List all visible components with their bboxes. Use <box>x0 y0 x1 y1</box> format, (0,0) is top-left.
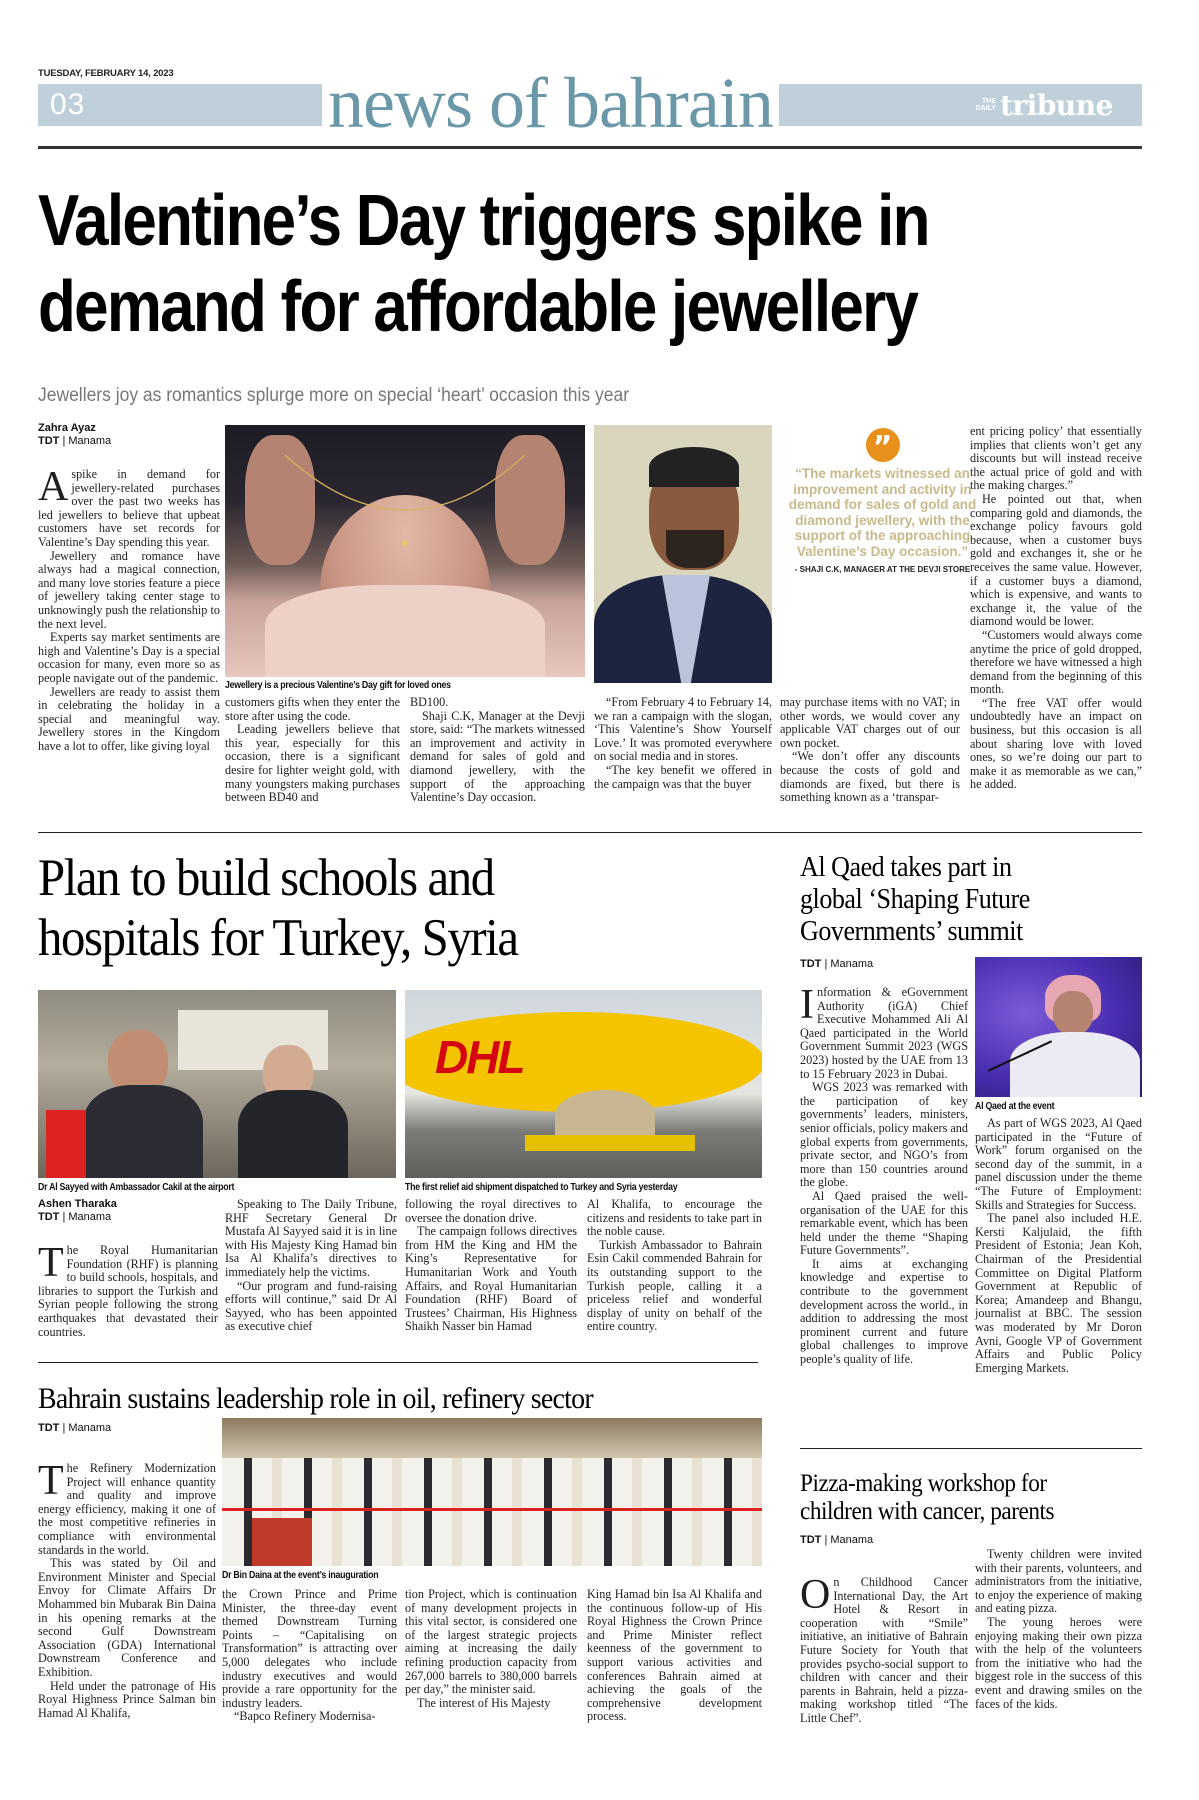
lead-col-1 <box>38 464 220 753</box>
paragraph: the Crown Prince and Prime Minister, the three-day event themed Downstream Turning Points – “Capitalising on Transformation” is attracting over 5,000 delegates who include industry executives and would provide a rare opportunity for the industry leaders. <box>222 1587 397 1710</box>
paragraph: Al Khalifa, to encourage the citizens and residents to take part in the noble cause. <box>587 1197 762 1239</box>
jewellery-photo <box>225 425 585 677</box>
refinery-col-1 <box>38 1458 216 1720</box>
paragraph: This was stated by Oil and Environment Minister and Special Envoy for Climate Affairs Dr Mohammed bin Mubarak Bin Daina in his opening remarks at the second Gulf Downstream Association (GDA) International Downstream Conference and Exhibition. <box>38 1556 216 1679</box>
lead-headline-line2: demand for affordable jewellery <box>38 267 918 347</box>
paragraph: BD100. <box>410 695 449 709</box>
paragraph: “Customers would always come anytime the price of gold dropped, therefore we have witnessed a high demand from the beginning of this month. <box>970 627 1142 697</box>
alqaed-headline <box>800 852 1030 948</box>
lead-col-4 <box>594 696 772 791</box>
paragraph: Turkish Ambassador to Bahrain Esin Cakil commended Bahrain for its outstanding support to the Turkish people, calling it a priceless relief and wonderful display of unity on behalf of the entire country. <box>587 1237 762 1334</box>
turkey-headline-line2: hospitals for Turkey, Syria <box>38 909 518 967</box>
location: Manama <box>830 1534 874 1546</box>
paragraph: “Bapco Refinery Modernisa- <box>234 1709 376 1724</box>
paragraph: Al Qaed praised the well-organisation of the UAE for this remarkable event, which has been held under the theme “Shaping Future Governments”. <box>800 1188 968 1258</box>
pull-quote <box>780 428 985 575</box>
outlet: TDT <box>800 1534 822 1546</box>
turkey-byline: Ashen Tharaka TDT | Manama <box>38 1198 117 1223</box>
dropcap: T <box>38 1240 64 1286</box>
ambassador-handshake-photo <box>38 990 396 1178</box>
turkey-col-3 <box>405 1198 577 1334</box>
outlet: TDT <box>38 1211 60 1223</box>
paragraph: He pointed out that, when comparing gold and diamonds, the exchange policy favours gold because, when a customer buys gold and exchanges it, she or he receives the same value. However, if a customer buys a diamond, which is expensive, and wants to exchange it, the value of the diamond would be lower. <box>970 491 1142 629</box>
alqaed-headline-line2: global ‘Shaping Future <box>800 884 1030 915</box>
lead-col-5 <box>780 696 960 805</box>
pizza-headline-line1: Pizza-making workshop for <box>800 1470 1047 1497</box>
refinery-col-2 <box>222 1588 397 1724</box>
section-divider <box>38 1362 758 1363</box>
turkey-col-1 <box>38 1240 218 1339</box>
refinery-col-4 <box>587 1588 762 1724</box>
photo-caption: Jewellery is a precious Valentine’s Day gift for loved ones <box>225 680 451 691</box>
lead-subheadline: Jewellers joy as romantics splurge more on special ‘heart’ occasion this year <box>38 385 630 406</box>
photo-caption: Dr Bin Daina at the event’s inauguration <box>222 1570 379 1581</box>
paragraph: following the royal directives to oversee the donation drive. <box>405 1197 577 1225</box>
dropcap: T <box>38 1458 64 1504</box>
refinery-ribbon-photo <box>222 1418 762 1566</box>
paragraph: King Hamad bin Isa Al Khalifa and the continuous follow-up of His Royal Highness the Crown Prince and Prime Minister reflect keenness of the government to support various activities and conferences Bahrain aimed at achieving the goals of the comprehensive development process. <box>587 1587 762 1724</box>
paragraph: “Our program and fund-raising efforts will continue,” said Dr Al Sayyed, who has been appointed as executive chief <box>225 1278 397 1334</box>
paragraph: “We don’t offer any discounts because the costs of gold and diamonds are fixed, but there is something known as a ‘transpar- <box>780 749 960 805</box>
quote-icon: ” <box>866 428 900 462</box>
issue-date: TUESDAY, FEBRUARY 14, 2023 <box>38 68 174 79</box>
paragraph: “The key benefit we offered in the campaign was that the buyer <box>594 762 772 791</box>
paragraph: he Refinery Modernization Project will enhance quantity and quality and improve energy efficiency, making it one of the most competitive refineries in compliance with environmental standards in the world. <box>38 1461 216 1557</box>
pizza-col-1 <box>800 1572 968 1726</box>
paragraph: customers gifts when they enter the store after using the code. <box>225 695 400 723</box>
paragraph: nformation & eGovernment Authority (iGA) Chief Executive Mohammed Ali Al Qaed participated in the World Government Summit 2023 (WGS 2023) hosted by the UAE from 13 to 15 February 2023 in Dubai. <box>800 985 968 1081</box>
paragraph: Held under the patronage of His Royal Highness Prince Salman bin Hamad Al Khalifa, <box>38 1678 216 1720</box>
outlet: TDT <box>38 435 60 447</box>
masthead-rule <box>38 146 1142 149</box>
lead-headline-line1: Valentine’s Day triggers spike in <box>38 181 929 261</box>
lead-col-2 <box>225 696 400 805</box>
paragraph: he Royal Humanitarian Foundation (RHF) is planning to build schools, hospitals, and libraries to support the Turkish and Syrian people following the strong earthquakes that devastated their countries. <box>38 1243 218 1339</box>
turkey-col-4 <box>587 1198 762 1334</box>
page-number: 03 <box>50 88 86 121</box>
pizza-headline <box>800 1470 1054 1526</box>
outlet: TDT <box>800 958 822 970</box>
pull-quote-text: “The markets witnessed an improvement and activity in demand for sales of gold and diamond jewellery, with the support of the approaching Valentine’s Day occasion.” <box>788 466 977 559</box>
alqaed-headline-line3: Governments’ summit <box>800 916 1023 947</box>
dropcap: O <box>800 1572 831 1618</box>
alqaed-headline-line1: Al Qaed takes part in <box>800 852 1012 883</box>
section-title: news of bahrain <box>322 64 779 142</box>
refinery-byline: TDT | Manama <box>38 1422 112 1434</box>
alqaed-byline: TDT | Manama <box>800 958 874 970</box>
paragraph: The young heroes were enjoying making their own pizza with the help of the volunteers from the initiative who had the biggest role in the success of this event and drawing smiles on the faces of the kids. <box>975 1614 1142 1711</box>
location: Manama <box>830 958 874 970</box>
paragraph: “The free VAT offer would undoubtedly have an impact on business, but this occasion is all about sharing love with loved ones, so we’re doing our part to make it as memorable as we can,” he added. <box>970 695 1142 792</box>
author-name: Zahra Ayaz <box>38 422 96 434</box>
pizza-headline-line2: children with cancer, parents <box>800 1498 1055 1525</box>
paragraph: tion Project, which is continuation of many development projects in this vital sector, is considered one of the largest strategic projects aiming at increasing the daily refining production capacity from 267,000 barrels to 380,000 barrels per day,” the minister said. <box>405 1587 577 1697</box>
refinery-col-3 <box>405 1588 577 1710</box>
location: Manama <box>68 1422 112 1434</box>
turkey-col-2 <box>225 1198 397 1334</box>
paragraph: Experts say market sentiments are high and Valentine’s Day is a special occasion for many, even more so as people navigate out of the pandemic. <box>38 630 220 685</box>
paragraph: The interest of His Majesty <box>417 1695 551 1710</box>
pizza-byline: TDT | Manama <box>800 1534 874 1546</box>
paragraph: may purchase items with no VAT; in other words, we would cover any applicable VAT charges out of our own pocket. <box>780 695 960 750</box>
paragraph: Jewellers are ready to assist them in celebrating the holiday in a special and meaningful way. Jewellery stores in the Kingdom have a lot to offer, like giving loyal <box>38 684 220 753</box>
pull-quote-attribution: - SHAJI C.K, MANAGER AT THE DEVJI STORE <box>794 565 971 574</box>
lead-headline <box>38 178 1001 350</box>
paragraph: Twenty children were invited with their parents, volunteers, and administrators from the initiative, to enjoy the experience of making and eating pizza. <box>975 1547 1142 1616</box>
paragraph: The panel also included H.E. Kersti Kaljulaid, the fifth President of Estonia; Jean Koh, Chairman of the Presidential Committee on Digital Platform Government at Republic of Korea; Amandeep and Bhangu, journalist at BBC. The session was moderated by Mr Doron Avni, Google VP of Government Affairs and Public Policy Emerging Markets. <box>975 1211 1142 1375</box>
lead-col-6 <box>970 425 1142 792</box>
paragraph: Speaking to The Daily Tribune, RHF Secretary General Dr Mustafa Al Sayyed said it is in line with His Majesty King Hamad bin Isa Al Khalifa’s directives to immediately help the victims. <box>225 1197 397 1279</box>
section-divider <box>800 1448 1142 1449</box>
paragraph: ent pricing policy’ that essentially implies that clients won’t get any discounts but will instead receive the actual price of gold and with the making charges.” <box>970 424 1142 493</box>
paragraph: Jewellery and romance have always had a magical connection, and many love stories feature a piece of jewellery taking center stage to unknowingly push the relationship to the next level. <box>38 548 220 631</box>
location: Manama <box>68 1211 112 1223</box>
alqaed-photo <box>975 957 1142 1097</box>
lead-col-3 <box>410 696 585 805</box>
paragraph: n Childhood Cancer International Day, the Art Hotel & Resort in cooperation with “Smile” initiative, an initiative of Bahrain Future Society for Youth that provides psycho-social support to children with cancer and their parents in Bahrain, held a pizza-making workshop titled “The Little Chef”. <box>800 1575 968 1725</box>
alqaed-col-1 <box>800 982 968 1367</box>
pizza-col-2 <box>975 1548 1142 1711</box>
turkey-headline <box>38 848 518 968</box>
paragraph: As part of WGS 2023, Al Qaed participated in the “Future of Work” forum organised on the second day of the summit, in a panel discussion under the theme “The Future of Employment: Skills and Strategies for Success. <box>975 1116 1142 1212</box>
refinery-headline: Bahrain sustains leadership role in oil, refinery sector <box>38 1382 593 1415</box>
section-divider <box>38 832 1142 833</box>
paragraph: WGS 2023 was remarked with the participation of key governments’ leaders, ministers, senior officials, policy makers and global experts from governments, private sector, and NGO’s from more than 150 countries around the globe. <box>800 1080 968 1190</box>
alqaed-col-2 <box>975 1117 1142 1375</box>
location: Manama <box>68 435 112 447</box>
paragraph: The campaign follows directives from HM the King and HM the King’s Representative for Humanitarian Work and Youth Affairs, and Royal Humanitarian Foundation (RHF) Board of Trustees’ Chairman, His Highness Shaikh Nasser bin Hamad <box>405 1224 577 1334</box>
photo-caption: Al Qaed at the event <box>975 1101 1055 1112</box>
photo-caption: Dr Al Sayyed with Ambassador Cakil at the airport <box>38 1182 235 1193</box>
dropcap: I <box>800 982 814 1028</box>
shaji-portrait-photo <box>594 425 772 683</box>
lead-byline: Zahra Ayaz TDT | Manama <box>38 422 112 447</box>
outlet: TDT <box>38 1422 60 1434</box>
dropcap: A <box>38 464 69 510</box>
logo-tribune: tribune <box>1000 88 1113 122</box>
logo-the-daily: THE DAILY <box>975 98 996 112</box>
dhl-aircraft-photo: DHL <box>405 990 762 1178</box>
tribune-logo <box>972 88 1113 122</box>
author-name: Ashen Tharaka <box>38 1198 117 1210</box>
photo-caption: The first relief aid shipment dispatched to Turkey and Syria yesterday <box>405 1182 678 1193</box>
paragraph: Shaji C.K, Manager at the Devji store, said: “The markets witnessed an improvement and activity in demand for sales of gold and diamond jewellery, with the support of the approaching Valentine’s Day occasion. <box>410 708 585 805</box>
paragraph: Leading jewellers believe that this year, especially for this occasion, there is a significant desire for lighter weight gold, with many youngsters making purchases between BD40 and <box>225 722 400 805</box>
turkey-headline-line1: Plan to build schools and <box>38 849 494 907</box>
paragraph: spike in demand for jewellery-related purchases over the past two weeks has led jewellers to believe that upbeat customers have set records for Valentine’s Day spending this year. <box>38 467 220 549</box>
paragraph: “From February 4 to February 14, we ran a campaign with the slogan, ‘This Valentine’s Show Yourself Love.’ It was promoted everywhere on social media and in stores. <box>594 695 772 764</box>
paragraph: It aims at exchanging knowledge and expertise to contribute to the government development across the world., in addition to addressing the most prominent current and future global challenges to improve people’s quality of life. <box>800 1256 968 1367</box>
